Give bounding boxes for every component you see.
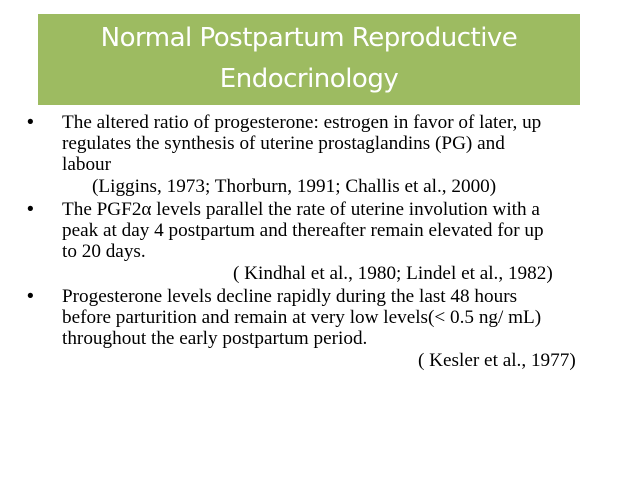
- slide-title: [38, 14, 580, 105]
- bullet-item-2: [27, 199, 617, 262]
- bullet-icon: •: [27, 199, 34, 220]
- title-line-1: Normal Postpartum Reproductive: [100, 23, 518, 53]
- bullet-3-line-2: before parturition and remain at very low levels(< 0.5 ng/ mL): [62, 307, 542, 328]
- bullet-3-line-1: Progesterone levels decline rapidly during the last 48 hours: [62, 286, 518, 307]
- citation-1: (Liggins, 1973; Thorburn, 1991; Challis et al., 2000): [92, 176, 497, 197]
- slide-content: [27, 112, 617, 373]
- bullet-icon: •: [27, 286, 34, 307]
- title-line-2: Endocrinology: [219, 64, 399, 94]
- bullet-1-line-1: The altered ratio of progesterone: estrogen in favor of later, up: [62, 112, 542, 133]
- bullet-2-line-3: to 20 days.: [62, 241, 146, 262]
- bullet-1-line-3: labour: [62, 154, 112, 175]
- citation-2: ( Kindhal et al., 1980; Lindel et al., 1982): [233, 263, 553, 284]
- bullet-1-line-2: regulates the synthesis of uterine prostaglandins (PG) and: [62, 133, 505, 154]
- citation-3: ( Kesler et al., 1977): [418, 350, 576, 371]
- bullet-icon: •: [27, 112, 34, 133]
- bullet-2-line-1: The PGF2α levels parallel the rate of uterine involution with a: [62, 199, 540, 220]
- bullet-3-line-3: throughout the early postpartum period.: [62, 328, 368, 349]
- bullet-item-3: [27, 286, 617, 349]
- bullet-item-1: [27, 112, 617, 175]
- bullet-2-line-2: peak at day 4 postpartum and thereafter remain elevated for up: [62, 220, 544, 241]
